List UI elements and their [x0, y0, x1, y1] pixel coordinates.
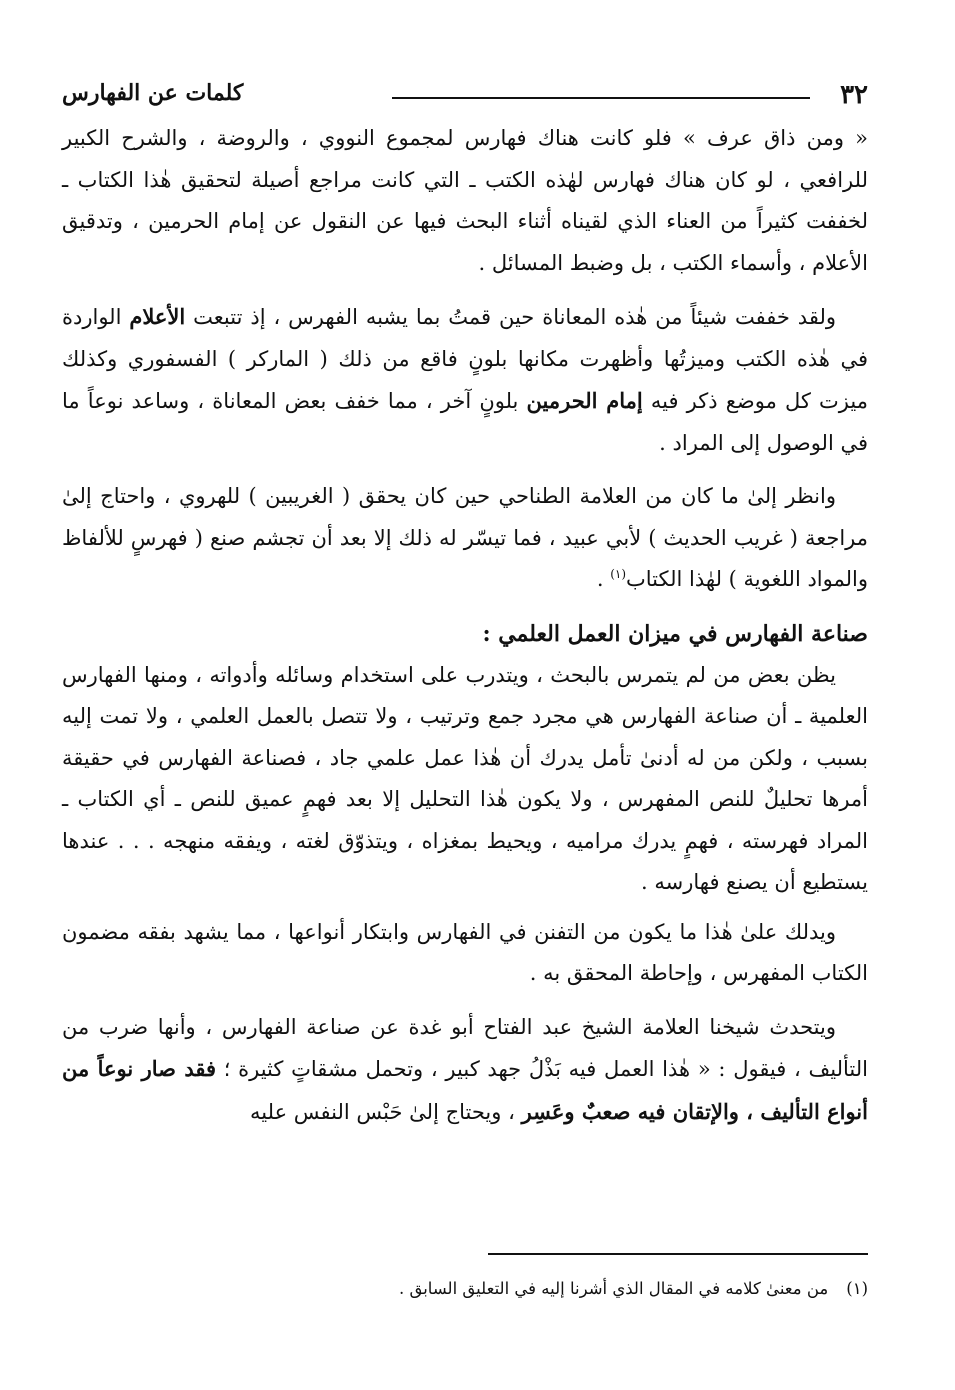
book-page	[62, 80, 868, 1380]
paragraph-2	[62, 296, 868, 464]
header-rule	[392, 97, 810, 99]
bold-term-imam-haramayn: إمام الحرمين	[526, 388, 643, 413]
running-title: كلمات عن الفهارس	[62, 80, 244, 106]
paragraph-3-text-a: وانظر إلىٰ ما كان من العلامة الطناحي حين كان يحقق ( الغريبين ) للهروي ، واحتاج إلىٰ مراجعة ( غريب الحديث ) لأبي عبيد ، فما تيسّر له ذلك إلا بعد أن تجشم صنع ( فهرسٍ للألفاظ والمواد اللغوية ) لهٰذا الكتاب	[62, 484, 868, 591]
footnote-rule	[488, 1253, 868, 1255]
paragraph-5: ويدلك علىٰ هٰذا ما يكون من التفنن في الفهارس وابتكار أنواعها ، مما يشهد بفقه مضمون الكتاب المفهرس ، وإحاطة المحقق به .	[62, 919, 868, 985]
body-text	[62, 118, 868, 1133]
paragraph-2-text-b: الواردة في هٰذه الكتب وميزتُها وأظهرت مكانها بلونٍ فاقع من ذلك ( الماركر ) الفسفوري وكذلك ميزت كل موضع ذكر فيه	[62, 305, 868, 413]
bold-quote: فقد صار نوعاً من أنواع التأليف ، والإتقان فيه صعبٌ وعَسِر	[62, 1056, 868, 1124]
section-heading: صناعة الفهارس في ميزان العمل العلمي :	[482, 620, 868, 647]
footnote-reference: (١)	[610, 567, 627, 581]
paragraph-2-text-c: بلونٍ آخر ، مما خفف بعض المعاناة ، وساعد نوعاً ما في الوصول إلى المراد .	[62, 389, 868, 455]
footnote	[399, 1276, 868, 1302]
bold-term-alam: الأعلام	[129, 304, 186, 329]
paragraph-6-text-a: ويتحدث شيخنا العلامة الشيخ عبد الفتاح أبو غدة عن صناعة الفهارس ، وأنها ضرب من التأليف ، فيقول : « هٰذا العمل فيه بَذْلُ جهد كبير ، وتحمل مشقاتٍ كثيرة ؛	[62, 1014, 868, 1081]
paragraph-6-text-b: ، ويحتاج إلىٰ حَبْس النفس عليه	[250, 1099, 522, 1124]
footnote-mark: (١)	[846, 1279, 868, 1298]
footnote-text: من معنىٰ كلامه في المقال الذي أشرنا إليه في التعليق السابق .	[398, 1279, 829, 1298]
paragraph-6	[62, 1007, 868, 1134]
page-number: ٣٢	[840, 80, 868, 110]
paragraph-3-text-b: .	[596, 567, 611, 591]
paragraph-1: « ومن ذاق عرف » فلو كانت هناك فهارس لمجموع النووي ، والروضة ، والشرح الكبير للرافعي ، لو كان هناك فهارس لهٰذه الكتب ـ التي كانت مراجع أصيلة لتحقيق هٰذا الكتاب ـ لخففت كثيراً من العناء الذي لقيناه أثناء البحث فيها عن النقول عن إمام الحرمين ، وتدقيق الأعلام ، وأسماء الكتب ، بل وضبط المسائل .	[62, 126, 868, 275]
page-header	[62, 80, 868, 116]
paragraph-2-text-a: ولقد خففت شيئاً من هٰذه المعاناة حين قمتُ بما يشبه الفهرس ، إذ تتبعت	[185, 305, 836, 329]
paragraph-4: يظن بعض من لم يتمرس بالبحث ، ويتدرب على استخدام وسائله وأدواته ، ومنها الفهارس العلمية ـ أن صناعة الفهارس هي مجرد جمع وترتيب ، ولا تتصل بالعمل العلمي ، ولا تمت إليه بسبب ، ولكن من له أدنىٰ تأمل يدرك أن هٰذا عمل علمي جاد ، فصناعة الفهارس في حقيقة أمرها تحليلٌ للنص المفهرس ، ولا يكون هٰذا التحليل إلا بعد فهمٍ عميق للنص ـ أي الكتاب ـ المراد فهرسته ، فهمٍ يدرك مراميه ، ويحيط بمغزاه ، ويتذوّق لغته ، ويفقه منهجه . . . عندها يستطيع أن يصنع فهارسه .	[62, 662, 868, 894]
paragraph-3	[62, 476, 868, 601]
